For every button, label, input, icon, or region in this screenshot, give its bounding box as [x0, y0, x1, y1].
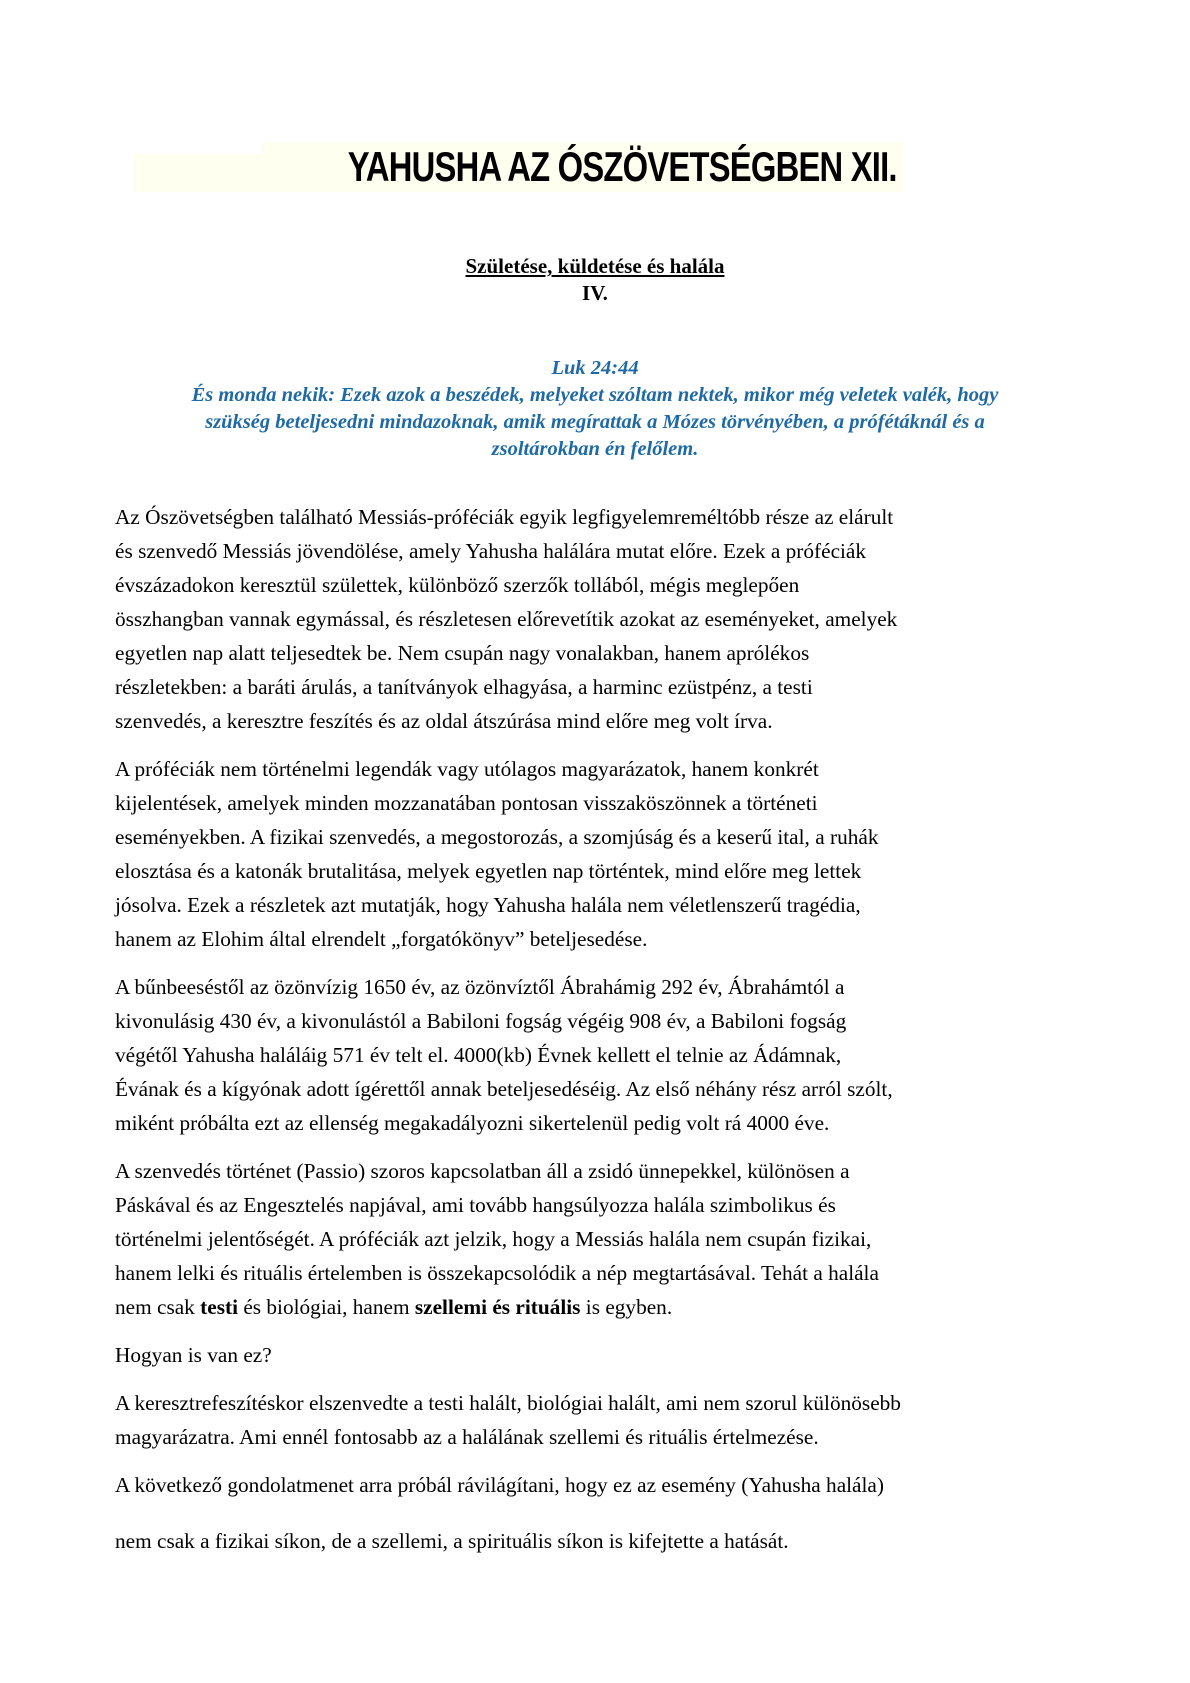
text-line: miként próbálta ezt az ellenség megakadályozni sikertelenül pedig volt rá 4000 éve.	[115, 1111, 830, 1135]
text-line: összhangban vannak egymással, és részletesen előrevetítik azokat az eseményeket, amelyek	[115, 607, 898, 631]
text-line-emphasis	[115, 1290, 1085, 1324]
text-line: A bűnbeeséstől az özönvízig 1650 év, az özönvíztől Ábrahámig 292 év, Ábrahámtól a	[115, 975, 845, 999]
text-line: évszázadokon keresztül születtek, különböző szerzők tollából, mégis meglepően	[115, 573, 800, 597]
text-line: hanem lelki és rituális értelemben is összekapcsolódik a nép megtartásával. Tehát a halála	[115, 1261, 879, 1285]
text-line: magyarázatra. Ami ennél fontosabb az a halálának szellemi és rituális értelmezése.	[115, 1425, 819, 1449]
text-line: A próféciák nem történelmi legendák vagy utólagos magyarázatok, hanem konkrét	[115, 757, 819, 781]
paragraph-6	[115, 1468, 1085, 1502]
text-line: A következő gondolatmenet arra próbál rávilágítani, hogy ez az esemény (Yahusha halála)	[115, 1473, 884, 1497]
text-line: A keresztrefeszítéskor elszenvedte a testi halált, biológiai halált, ami nem szorul különösebb	[115, 1391, 901, 1415]
text-line: Hogyan is van ez?	[115, 1343, 272, 1367]
text-line: Az Ószövetségben található Messiás-próféciák egyik legfigyelemreméltóbb része az elárult	[115, 505, 894, 529]
text-line: eseményekben. A fizikai szenvedés, a megostorozás, a szomjúság és a keserű ital, a ruhák	[115, 825, 879, 849]
text-segment: nem csak	[115, 1295, 201, 1319]
text-line: A szenvedés történet (Passio) szoros kapcsolatban áll a zsidó ünnepekkel, különösen a	[115, 1159, 850, 1183]
text-line: kijelentések, amelyek minden mozzanatában pontosan visszaköszönnek a történeti	[115, 791, 818, 815]
part-number: IV.	[582, 281, 608, 305]
text-line: hanem az Elohim által elrendelt „forgatókönyv” beteljesedése.	[115, 927, 648, 951]
verse-quote	[110, 382, 1080, 463]
text-line: és szenvedő Messiás jövendölése, amely Yahusha halálára mutat előre. Ezek a próféciák	[115, 539, 867, 563]
paragraph-3	[115, 970, 1085, 1140]
text-line: végétől Yahusha haláláig 571 év telt el. 4000(kb) Évnek kellett el telnie az Ádámnak,	[115, 1043, 842, 1067]
paragraph-4	[115, 1154, 1085, 1324]
paragraph-question	[115, 1338, 1085, 1372]
paragraph-1	[115, 500, 1085, 738]
text-line: részletekben: a baráti árulás, a tanítványok elhagyása, a harminc ezüstpénz, a testi	[115, 675, 813, 699]
text-line: jósolva. Ezek a részletek azt mutatják, hogy Yahusha halála nem véletlenszerű tragédia,	[115, 893, 861, 917]
verse-line: zsoltárokban én felőlem.	[491, 438, 699, 460]
bold-szellemi-ritualis: szellemi és rituális	[414, 1295, 581, 1319]
paragraph-7	[115, 1524, 1085, 1558]
verse-reference: Luk 24:44	[551, 357, 639, 379]
text-segment: is egyben.	[580, 1295, 673, 1319]
text-line: kivonulásig 430 év, a kivonulástól a Babiloni fogság végéig 908 év, a Babiloni fogság	[115, 1009, 847, 1033]
bold-testi: testi	[200, 1295, 239, 1319]
paragraph-5	[115, 1386, 1085, 1454]
text-line: nem csak a fizikai síkon, de a szellemi, a spirituális síkon is kifejtette a hatását.	[115, 1529, 789, 1553]
text-line: Páskával és az Engesztelés napjával, ami tovább hangsúlyozza halála szimbolikus és	[115, 1193, 836, 1217]
document-title: YAHUSHA AZ ÓSZÖVETSÉGBEN XII.	[347, 143, 897, 190]
title-highlight-left	[133, 154, 261, 192]
text-line: egyetlen nap alatt teljesedtek be. Nem csupán nagy vonalakban, hanem aprólékos	[115, 641, 810, 665]
text-line: történelmi jelentőségét. A próféciák azt jelzik, hogy a Messiás halála nem csupán fizikai,	[115, 1227, 872, 1251]
document-subtitle	[0, 254, 1190, 279]
paragraph-2	[115, 752, 1085, 956]
subtitle-text: Születése, küldetése és halála	[465, 254, 725, 278]
text-segment: és biológiai, hanem	[238, 1295, 415, 1319]
text-line: elosztása és a katonák brutalitása, melyek egyetlen nap történtek, mind előre meg lettek	[115, 859, 862, 883]
verse-line: szükség beteljesedni mindazoknak, amik megírattak a Mózes törvényében, a prófétáknál és a	[205, 411, 985, 433]
text-line: Évának és a kígyónak adott ígérettől annak beteljesedéséig. Az első néhány rész arról szólt,	[115, 1077, 893, 1101]
verse-line: És monda nekik: Ezek azok a beszédek, melyeket szóltam nektek, mikor még veletek valék, hogy	[191, 384, 999, 406]
text-line: szenvedés, a keresztre feszítés és az oldal átszúrása mind előre meg volt írva.	[115, 709, 773, 733]
document-body	[115, 500, 1085, 1572]
